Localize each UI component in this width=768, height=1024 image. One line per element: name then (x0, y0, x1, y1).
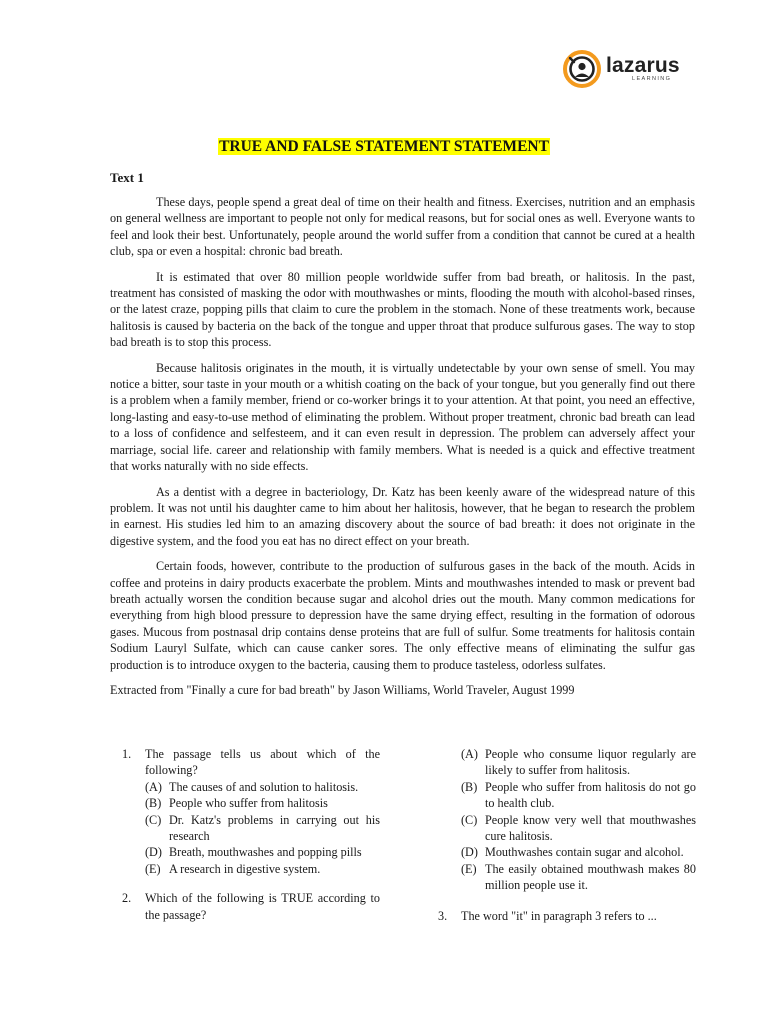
questions-left-column (110, 746, 380, 936)
question-number: 3. (438, 908, 448, 923)
paragraph-4: As a dentist with a degree in bacteriology, Dr. Katz has been keenly aware of the widespread nature of this problem. It was not until his daughter came to him about her halitosis, however, that he began to research the problem in earnest. His studies led him to an amazing discovery about the source of bad breath: it does not originate in the digestive system, and the food you eat has no direct effect on your breath. (110, 484, 695, 548)
option-letter: (B) (145, 796, 162, 811)
option-1a (145, 779, 380, 795)
option-letter: (D) (145, 845, 162, 860)
option-text: People who consume liquor regularly are likely to suffer from halitosis. (485, 747, 696, 778)
passage (110, 194, 695, 698)
option-text: Breath, mouthwashes and popping pills (169, 845, 362, 860)
paragraph-3: Because halitosis originates in the mouth, it is virtually undetectable by your own sense of smell. You may notice a bitter, sour taste in your mouth or a whitish coating on the back of your tongue, but you generally find out there is a problem when a family member, friend or co-worker brings it to your attention. At that point, you need an effective, long-lasting and easy-to-use method of eliminating the problem. Without proper treatment, chronic bad breath can lead to a loss of confidence and selfesteem, and it can even result in depression. The problem can adversely affect your marriage, social life. career and relationship with family members. What is needed is a quick and effective treatment that works naturally with no side effects. (110, 360, 695, 474)
paragraph-5: Certain foods, however, contribute to the production of sulfurous gases in the back of the mouth. Acids in coffee and proteins in dairy products exacerbate the problem. Mints and mouthwashes intended to mask or prevent bad breath actually worsen the condition because sugar and alcohol dries out the mouth. Many common medications for everything from high blood pressure to depression have the same drying effect, resulting in the formation of odorous gases. Mucous from postnasal drip contains dense proteins that are full of sulfur. Some treatments for halitosis contain Sodium Lauryl Sulfate, which can cause canker sores. The only effective means of eliminating the sulfur gas production is to introduce oxygen to the bacteria, causing them to produce tasteless, odorless sulfates. (110, 559, 695, 672)
option-2b (461, 779, 696, 812)
option-1c (145, 812, 380, 845)
option-2d (461, 844, 696, 860)
question-text: Which of the following is TRUE according to the passage? (145, 891, 380, 922)
option-letter: (A) (145, 779, 162, 794)
option-text: The causes of and solution to halitosis. (169, 779, 359, 794)
option-text: Dr. Katz's problems in carrying out his research (169, 812, 380, 844)
source-citation: Extracted from "Finally a cure for bad breath" by Jason Williams, World Traveler, August 1999 (110, 682, 575, 697)
paragraph-1: These days, people spend a great deal of time on their health and fitness. Exercises, nutrition and an emphasis on general wellness are important to people not only for medical reasons, but for social ones as well. Everyone wants to feel and look their best. Unfortunately, people around the world suffer from a condition that cannot be cured at a health club, spa or even a hospital: chronic bad breath. (110, 195, 695, 259)
page-title (0, 138, 768, 156)
option-letter: (A) (461, 747, 478, 761)
option-text: People who suffer from halitosis (169, 796, 328, 811)
option-1d (145, 844, 380, 860)
option-letter: (E) (145, 861, 161, 876)
question-1 (110, 746, 380, 877)
option-text: Mouthwashes contain sugar and alcohol. (485, 845, 684, 860)
option-text: People who suffer from halitosis do not go to health club. (485, 779, 696, 811)
text-label: Text 1 (110, 170, 144, 185)
questions-right-column (434, 746, 696, 924)
option-letter: (C) (461, 812, 478, 827)
logo-wordmark: lazarus (606, 54, 680, 78)
lazarus-logo (562, 44, 702, 94)
logo-subtitle: LEARNING (632, 76, 672, 83)
option-letter: (B) (461, 779, 478, 794)
option-letter: (C) (145, 812, 162, 827)
question-number: 2. (122, 891, 132, 906)
option-letter: (E) (461, 861, 477, 876)
question-text: The passage tells us about which of the following? (145, 747, 380, 778)
option-2e (461, 861, 696, 894)
question-3 (434, 908, 696, 924)
option-text: People know very well that mouthwashes cure halitosis. (485, 812, 696, 844)
option-letter: (D) (461, 845, 478, 860)
option-text: The easily obtained mouthwash makes 80 million people use it. (485, 861, 696, 893)
paragraph-2: It is estimated that over 80 million people worldwide suffer from bad breath, or halitosis. In the past, treatment has consisted of masking the odor with mouthwashes or mints, flooding the mouth with alcohol-based rinses, or the latest craze, popping pills that claim to cure the problem in the stomach. None of these treatments work, because halitosis is caused by bacteria on the back of the tongue and upper throat that produce sulfurous gases. The way to stop bad breath is to stop this process. (110, 269, 695, 350)
question-2 (110, 890, 380, 923)
option-2a (461, 746, 696, 779)
question-number: 1. (122, 747, 132, 761)
option-1e (145, 861, 380, 877)
question-2-options (461, 746, 696, 894)
option-1b (145, 795, 380, 811)
option-text: A research in digestive system. (169, 861, 321, 876)
page-title-text: TRUE AND FALSE STATEMENT STATEMENT (219, 138, 549, 155)
option-2c (461, 812, 696, 845)
lazarus-emblem-icon (562, 49, 602, 89)
question-text: The word "it" in paragraph 3 refers to ... (461, 908, 657, 923)
